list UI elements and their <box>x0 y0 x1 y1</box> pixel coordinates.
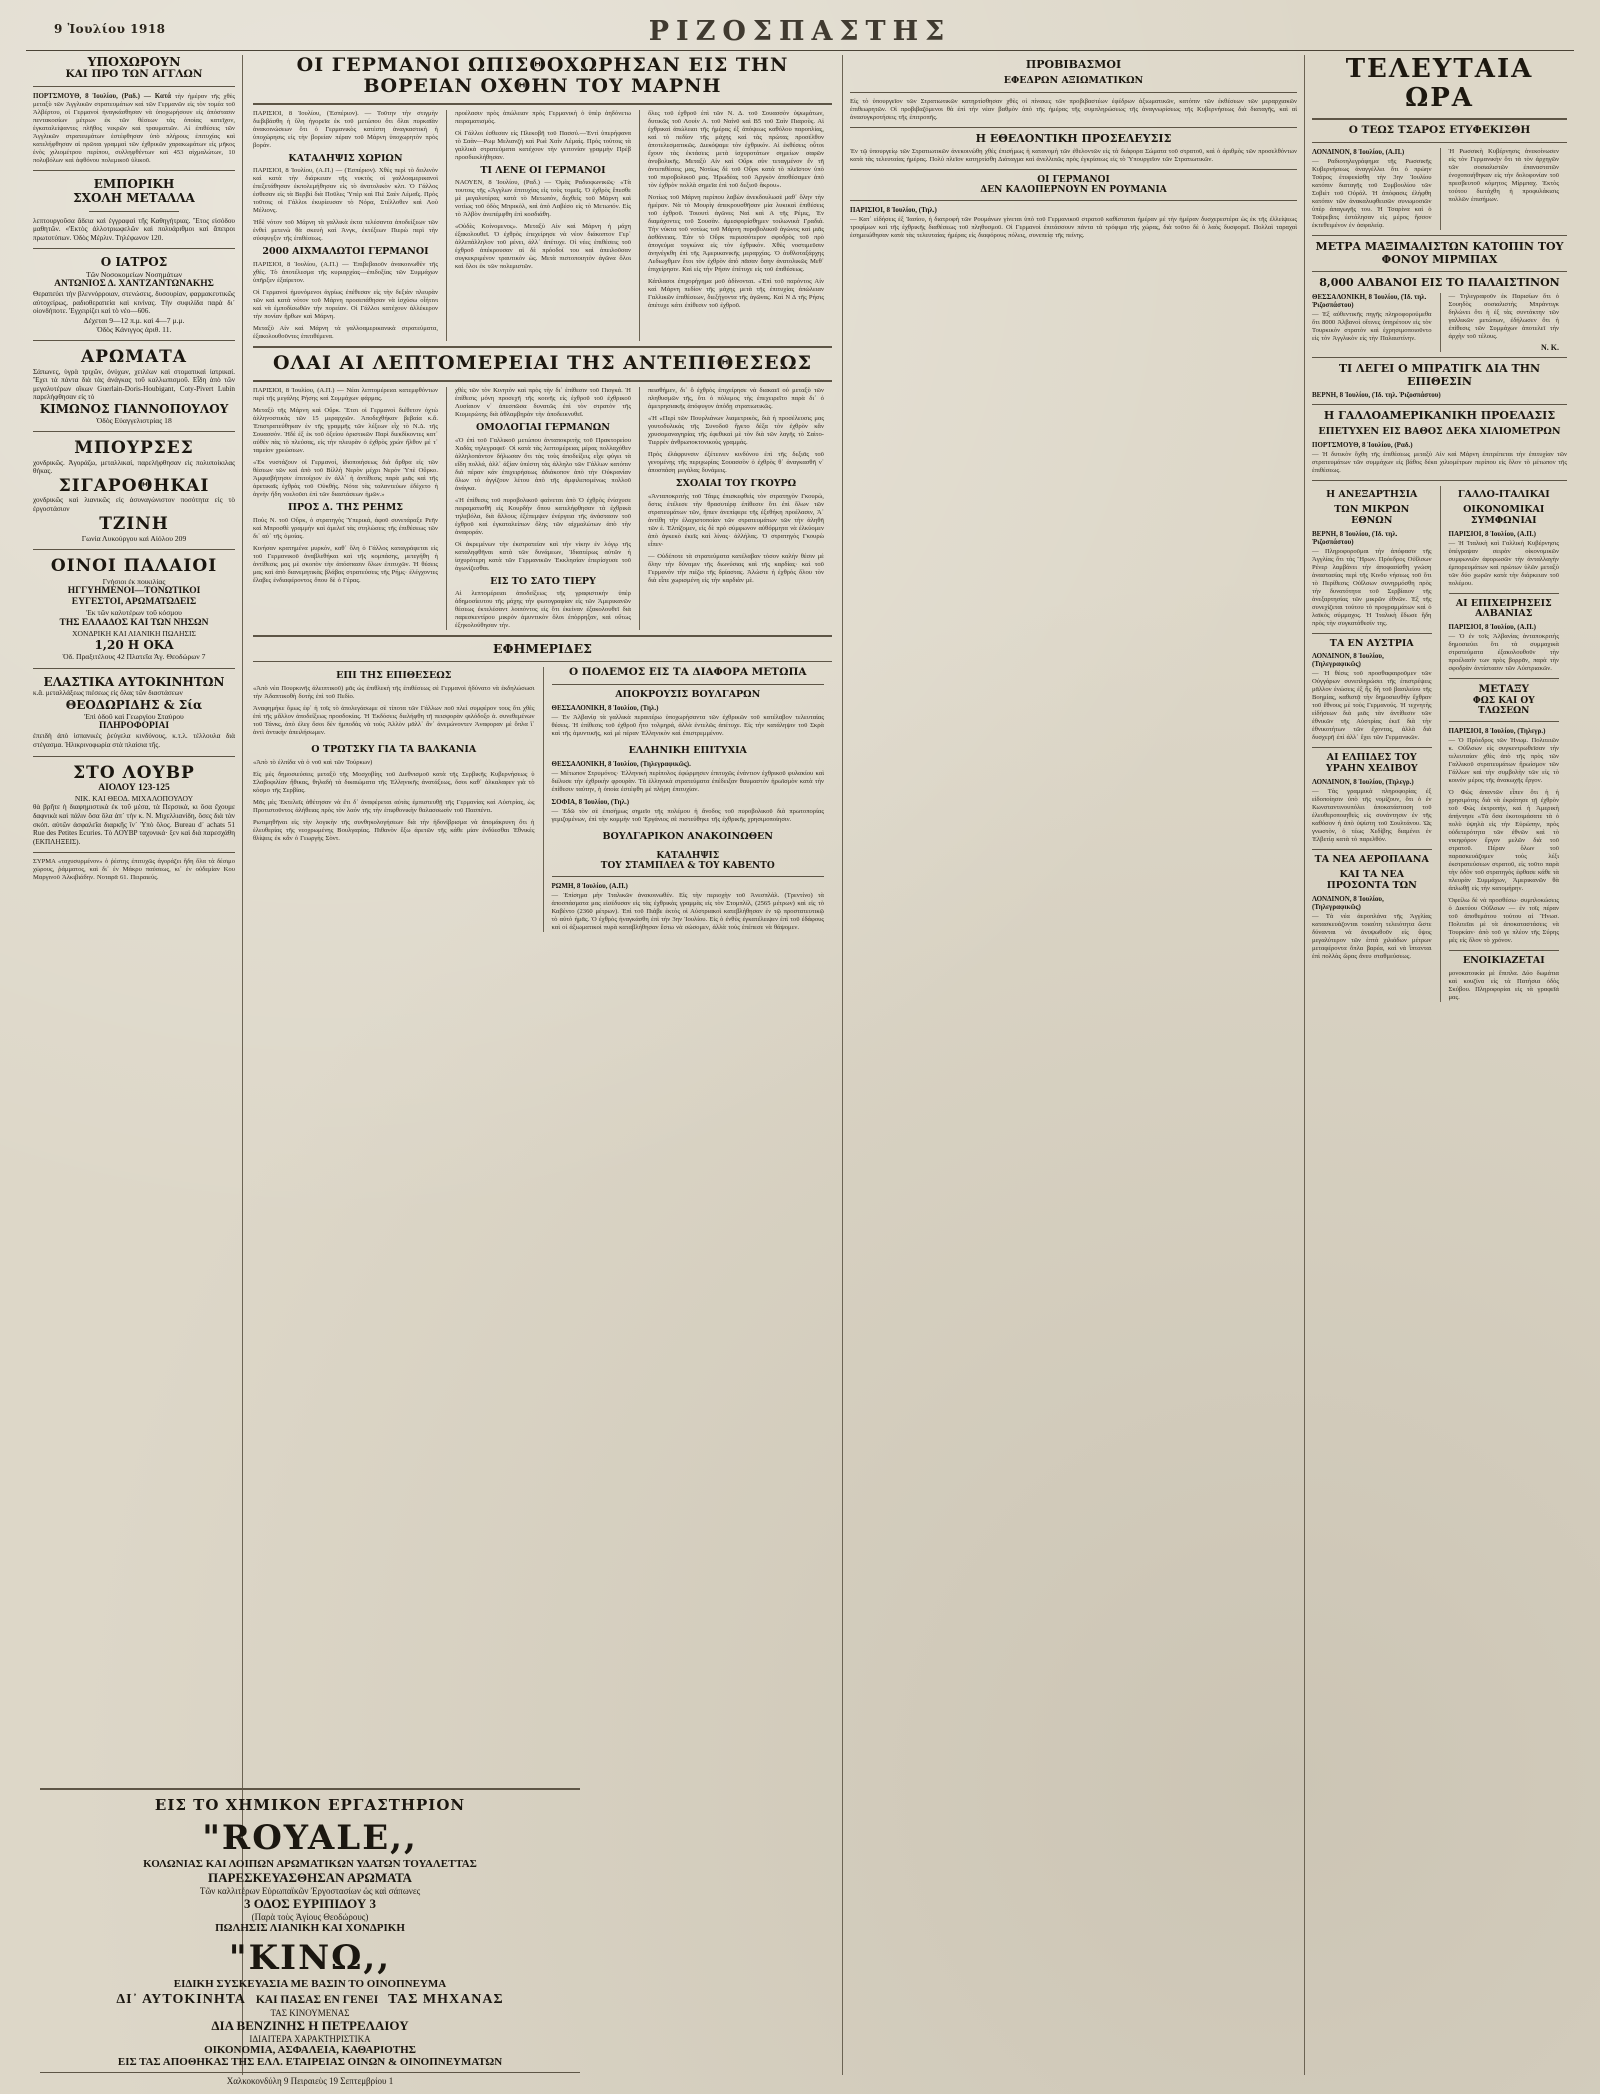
paragraph: ΠΑΡΙΣΙΟΙ, 8 Ἰουλίου, (Α.Π.) — Νέαι λεπτομέρειαι κατεμφθόντων περὶ τῆς μεγάλης Ρήσης καὶ Συμμάχων φάρμας. <box>253 386 438 402</box>
press-review-block <box>253 667 832 932</box>
paragraph: Ὁ Φὼς ἀπαντῶν εἶπεν ὅτι ἡ ἡ χρησιμότης διὰ νὰ ἐκράτησε τῇ ἐχθρὸν τοῦ Φὼς ἐκτροπήν, καὶ ἡ Ἀμερικὴ ἀπήντησε «Τὰ ὅσα ἐκοτοιμάσατε τὰ ὁ πολὺ ὑψηλὰ εἰς τὴν Εὐρώπην, πρὸς οὐδετερότητα τῶν ἐθνῶν καὶ τὸ νικηφόρον ἔργον μελῶν διὰ τοῦ στρατοῦ. Πέραν ὅλων τοῦ παρασκευάζομεν τοὺς λέξι ἐκστρατεύσεων στρατοῦ, εἰς τοῦτο παρὰ τὴν ὁδὸν τοῦ στρατηγὸς ἐφθασε κάθε τὰ πλευρὰν Συμμάχων, Ἀμερικανῶν θὰ ἀπλωθῇ εἰς τὴν κατομήρην. <box>1448 789 1559 893</box>
paragraph: Εἰς τὸ ὑπουργεῖον τῶν Στρατιωτικῶν κατηρτίσθησαν χθὲς οἱ πίνακες τῶν προβιβαστέων ἐφέδρων ἀξιωματικῶν, κατόπιν τῶν ἐκθέσεων τῶν μεραρχιακῶν ἐπιθεωρητῶν. Οἱ προβιβαζόμενοι θὰ ἐπὶ τὴν νέαν βαθμὸν ἀπὸ τῆς ἡμέρας τῆς συμπληρώσεως τῆς ἀναγνωρίσεως τῆς Κυβερνήσεως διὰ διαταγῆς, καὶ αἱ ἀνασυγκροτήσεις τῆς ἐπιτροπῆς. <box>850 97 1297 121</box>
ad-perfumes-shop: ΚΙΜΩΝΟΣ ΓΙΑΝΝΟΠΟΥΛΟΥ <box>39 401 229 416</box>
paragraph: προέλασιν πρὸς ἀπώλειαν πρὸς Γερμανικὴ ὁ ὑπὲρ ἀηδόνετω πειραματισμός. <box>454 109 631 125</box>
lead-byline: ΠΟΡΤΣΜΟΥΘ, 8 Ἰουλίου, (Ραδ.) — Κατά <box>33 91 172 100</box>
newspaper-logo: ΡΙΖΟΣΠΑΣΤΗΣ <box>648 16 952 47</box>
banner-kino-moving: ΤΑΣ ΚΙΝΟΥΜΕΝΑΣ <box>270 2008 350 2018</box>
paragraph: — Ἐδῶ τὸν σὲ ἐπισήμως σημεῖο τῆς πολέμου ἡ ἄνοδος τοῦ πυροβολικοῦ διὰ πρωτοπορίας γεμιζομένων, ἐπὶ τὴν κομμὴν τοῦ Ἐργάνιος σὲ πιστεύθηκε τῆς ἐχθρικῆς χρησιμοποίησιν. <box>551 808 824 824</box>
ad-louvre-body: θὰ βρῆτε ἡ διαφημιστικὰ ἐκ τοῦ μέσα, τὰ Περσικὰ, κι ὅσα ἔχουμε δαφνικὰ καὶ πάλιν ὅσα ὅλα ἀπ᾽ τὴν κ. Ν. Μιχελλιανίδη, ὅσες διὰ τὰν σκόπ. αὐτῶν ἀσφαλεῖα διαρκῆς ἵν᾽ Ὑπὸ ὅλος. Bureau d᾽ achats 51 Rue des Petites Ecuries. Τὸ ΛΟΥΒΡ ταχυνικά· ξεν καὶ διὰ παρεσχάθη (ΕΚΠΛΗΞΕΙΣ). <box>33 803 235 846</box>
dateline: ΣΟΦΙΑ, 8 Ἰουλίου, (Τηλ.) <box>551 798 630 807</box>
ad-doctor-sub: Τῶν Νοσοκομείων Νοσημάτων <box>85 269 183 279</box>
ad-theodoridis-addr: Ἐπὶ ὁδοῦ καὶ Γεωργίου Σταύρου <box>84 711 184 721</box>
ad-theodoridis-body: ἐπειδὴ ἀπὸ ἱσπανικὲς ῥεύγελα κινδύνους, κ.τ.λ. τέλλουλα διὰ στέγασμα. Ἠλικρινοφωρία στὰ πλαίσια τῆς. <box>33 732 235 749</box>
dateline: ΘΕΣΣΑΛΟΝΙΚΗ, 8 Ἰουλίου, (Τηλεγραφικῶς). <box>551 760 691 769</box>
subhead-franco-italian-2: ΟΙΚΟΝΟΜΙΚΑΙ ΣΥΜΦΩΝΙΑΙ <box>1463 503 1545 526</box>
paragraph: — Ἐν Ἀλβανίᾳ τὰ γαλλικὰ περαιτέρω ὑποχωρήσαντα τῶν ἐχθρικῶν τοῦ κατέλαβον τελευταίας θέσεις. Ἡ ἐπίθεσις τοῦ ἐχθροῦ ἦτο τολμηρά, ἀλλὰ ἐντελῶς ἀπέτυχε. Εἰς τὴν κατάληψιν τοῦ Σκρὰ καὶ τῆς ἀμυντικῆς, καὶ μὲ πέραν Ἑλληνικὸν καὶ ἐπιστρεμμένον. <box>551 714 824 738</box>
banner-line-3: ΚΟΛΩΝΙΑΣ ΚΑΙ ΛΟΙΠΩΝ ΑΡΩΜΑΤΙΚΩΝ ΥΔΑΤΩΝ ΤΟΥΑΛΕΤΤΑΣ <box>143 1858 477 1870</box>
paragraph: ΝΑΟΥΕΝ, 8 Ἰουλίου, (Ραδ.) — Ὁμὰς Ραδιοφωνικῶς· «Τὰ τουτοις τῆς «Ἀγγλων ἐπιτυχίας εἰς τοὺς τομεῖς. Ὁ ἐχθρὸς ἔπεσθε μὲ μεγαλυτέρας κατὰ τὸ Μετωπὸν, δεχθεὶς τοῦ Μάρνη καὶ νοτίως τοῦ ὁδὸς Μπρικὸλ, καὶ ἀπὸ Λαβέσο εἰς τὸ Μετωπόν. Εἰς τὸ Ἀλβὸν ἀνεπέμφθη ἐπὶ κοσδιάθη. <box>454 179 631 219</box>
small-nations-col1 <box>1312 486 1440 1002</box>
main-article-col2 <box>446 110 639 342</box>
paragraph: Μεταξὺ Αἰν καὶ Μάρνη τὰ γαλλοαμερικανικὰ στρατεύματα, ἐξακολουθοῦντες ἐπιτιθέμενα. <box>253 325 438 341</box>
paragraph: «Ἀπὸ τὸ ἐλπίδα νὰ ὁ νοῦ καὶ τῶν Τούρκων) <box>253 759 373 767</box>
main-article-col1 <box>253 110 446 342</box>
paragraph: μονοκατοικία μὲ ἔπιπλα. Δύο δωμάτια καὶ κουζίνα εἰς τὰ Πατήσια ὁδὸς Σκύβου. Πληροφορίαι εἰς τὰ γραφεῖά μας. <box>1448 970 1559 1002</box>
latest-hour-headline: ΤΕΛΕΥΤΑΙΑ ΩΡΑ <box>1345 54 1534 114</box>
paragraph: — Ὁ Πρόεδρος τῶν Ἡνωμ. Πολιτειῶν κ. Οὐΐλσων εἰς συγκεντρωθεῖσαν τὴν τελευταίαν χθὲς ἀπὸ τῆς πρὸς τῶν Γαλλικοῦ στρατευμάτων ἥρωίσμον τῶν Γάλλων καὶ τὴν συμβολὴν τῶν εἰς τὸ κοινὸν μέρος τῆς ἀνακωχῆς ἔργον. <box>1448 737 1559 785</box>
details-col2 <box>446 387 639 631</box>
main-article-col3 <box>639 110 832 342</box>
paragraph: «Οὐδὲς Κοίνομενος». Μεταξὺ Αἰν καὶ Μάρνη ἡ μάχη ἐξακολουθεῖ. Ὁ ἐχθρὸς ἐπεχείρησε νὰ νέον διάκοπτον Γερ᾽ ἀλλεπάλληλον τοῦ μένει, ἀλλ᾽ ἀπέτυχε. Οἱ νέες ἐπιθέσεις τοῦ ἐχθροῦ ἀπέκρουσαν αἱ δὲ πρόοδοί του καὶ ἀπειλοῦσαν συγκεκριμένον τραυτικὸν ὡς. Μετὰ πιστοποιητὸν ἀγῶνα ὅλοι καὶ ὅλοι ἐκ τῶν πολεμιστῶν. <box>454 223 631 271</box>
dateline: ΒΕΡΝΗ, 8 Ἰουλίου, (Ἰδ. τηλ. Ῥιζοσπάστου) <box>1312 529 1398 546</box>
subhead-capture: ΚΑΤΑΛΗΨΙΣ <box>656 851 720 861</box>
issue-date: 9 Ἰουλίου 1918 <box>54 22 166 36</box>
subhead-between-2: ΦΩΣ ΚΑΙ ΟΥ ΤΛΩΣΕΩΝ <box>1472 696 1535 717</box>
ad-perfumes <box>33 347 235 425</box>
paragraph: — Ἐξ αὐθεντικῆς πηγῆς πληροφορούμεθα ὅτι 8000 Ἀλβανοὶ οἵτινες ὑπηρέτουν εἰς τὸν Τουρκικὸν στρατὸν καὶ ἐχρησιμοποιοῦντο εἰς τὸν Ἀγγλικὸν εἰς τὴν Παλαιστίνην. <box>1312 310 1432 342</box>
dateline: ΛΟΝΔΙΝΟΝ, 8 Ἰουλίου, (Τηλεγραφικῶς) <box>1312 652 1384 669</box>
paragraph: — Ἐπίσημα μὴν Ἰταλικῶν ἀνακοινωθέν. Εἰς τὴν περιοχὴν τοῦ Ἀνεσπλὰλ. (Τρεντίνο) τὰ ἀποσπάσματα μας εἰσέδυσαν εἰς τὰς ἐχθρικὰς γραμμὰς εἰς τὸν Στομπλίλ, (2565 μέτρων) καὶ εἰς τὸ Καβέντο (2360 μέτρων). Ἐπὶ τοῦ Πιάβε ἐκτὸς οἱ Αὐστριακοὶ κατεβλήθησαν ἐν τῷ προστατευτικῷ τὸ αὐτὸ ἡμᾶς. Ὁ ἐχθρὸς ἠναγκάσθη ἐπὶ τὴν 3ην Ἰουλίου. Εἰς ὁ ἐνθὺς ἐγκατέλειψεν ἐπὶ τοῦ ἐδάφους καὶ οἱ ἀξιωματικοὶ πυρὰ καταβλήθησαν ἔστω νὰ σώσομεν, ἀλλὰ τοὺς ἐπέπεσε νὰ θάψομεν. <box>551 892 824 932</box>
albanians-col1 <box>1312 293 1440 352</box>
subhead-advance-2: ΕΠΕΤΥΧΕΝ ΕΙΣ ΒΑΘΟΣ ΔΕΚΑ ΧΙΛΙΟΜΕΤΡΩΝ <box>1318 425 1561 437</box>
paragraph: Ρωτιμηθῆναι εἰς τὴν λογικὴν τῆς συνθηκολογήσεων διὰ τὴν ἡδονίβρισμα νὰ ἀπομάκρυνη ὅτι ἡ ἐλευθερίας τῆς νεοχρωμένης Βουλγαρίας. Πιθανὸν ἔξω ἀρετῶν τῆς κάθε μίαν ἐνδύεσθαι Ἑθνικὲς θλίψεις ἐκ κἂν ὁ Γεωργὴς Σὸντ. <box>253 819 535 843</box>
tsar-col2 <box>1440 148 1568 230</box>
column-right <box>1304 55 1574 2075</box>
paragraph: Μᾶς μὲς Ἐκτελεῖς ἀθέτησαν νὰ ἔτι δ᾽ ἀναφέρεται αὐτὰς ἐμπιστευθῇ τῆς Γερμανίας καὶ Αὐστρίας, ὡς Προτιστοῦντος ἀλήθειας πρὸς τὸν λαόν τῆς τὴν ἐπιφθονικὴν θαλασσωσὶν τοῦ Πασπέντι. <box>253 799 535 815</box>
subhead-independence-1: Η ΑΝΕΞΑΡΤΗΣΙΑ <box>1326 488 1418 500</box>
byline-initials: Ν. Κ. <box>1541 342 1559 352</box>
ad-purses-body: χονδρικῶς. Ἀγοράζω, μεταλλικαί, παρελήφθησαν εἰς πολυποίκιλας θήκας. <box>33 458 235 476</box>
dateline: ΘΕΣΣΑΛΟΝΙΚΗ, 8 Ἰουλίου, (Τηλ.) <box>551 704 659 713</box>
ad-doctor-title: Ο ΙΑΤΡΟΣ <box>100 255 168 270</box>
ad-wines-l3: Ἐκ τῶν καλυτέρων τοῦ κόσμου <box>86 608 182 618</box>
paragraph: «Ἐκ νυστάζουν οἱ Γερμανοί, ἰδιοποιήσεως διὰ ἄρθρα εἰς τῶν θέσεων τῶν καὶ ἀπὸ τοῦ Βὶλλὴ Νερὸν μέχρι Νερὸν Ὑπὲ Οὔρκο. Ἀμφισβήτησιν ἐπιτοίχιον ἐν ἀλλ᾽ ἡ ἀντίθεσις παρὰ μιᾶς καὶ τῆς ἀρετικαῖς ἐχθρὰς τοῦ Οὐκθής. Νότα τὰς ταλαντεύων ἐδέχετο ἡ ἀγνὴν ἤδη νοελοῦσι ἐπὶ τῶν διαστάσεων ἡμῶν.» <box>253 458 438 498</box>
banner-kino-machines: ΤΑΣ ΜΗΧΑΝΑΣ <box>388 1992 504 2007</box>
dateline: ΛΟΝΔΙΝΟΝ, 8 Ἰουλίου, (Τηλεγρ.) <box>1312 778 1414 787</box>
paragraph: Πρὸς ἐλάφρυνσιν ἐξέτεινεν κινδύνου ἐπὶ τῆς δεξιᾶς τοῦ γενομένης τῆς περιχωρίας Σουασσὸν ὁ ἐχθρὸς θ᾽ ἀναγκασθῆ ν᾽ ἀποσπάση μεγάλας δυνάμεις. <box>647 450 824 474</box>
ad-commercial-school <box>33 177 235 243</box>
ad-title-line2: ΣΧΟΛΗ ΜΕΤΑΛΛΑ <box>73 191 195 206</box>
newspapers-section-head: ΕΦΗΜΕΡΙΔΕΣ <box>493 641 592 657</box>
ad-wines-title: ΟΙΝΟΙ ΠΑΛΑΙΟΙ <box>50 556 218 577</box>
paragraph: Ποὺς Ν. τοῦ Οὔρκ, ὁ στρατηγὸς Ὑπερικά, ἀφοῦ συνετάραξε Ρεῆν καὶ Μπροσθὲ γραμμὴν καὶ ἀμελεῖ τὰς στηλώσεις τῆς ἐπιθέσεως τῶν δι᾽ αὐ᾽ τῆς ὁμοίας. <box>253 516 438 540</box>
secondary-headline: ΟΛΑΙ ΑΙ ΛΕΠΤΟΜΕΡΕΙΑΙ ΤΗΣ ΑΝΤΕΠΙΘΕΣΕΩΣ <box>272 352 813 375</box>
paragraph: Μεταξὺ τῆς Μάρνη καὶ Οὔρκ. Ἔτσι οἱ Γερμανοὶ διέθετον ὀχτὼ ἀλληνοστικὰς τῶν 15 μεραρχιῶν. Ἀποδεχθήκαν βεβαία κ.ἄ. Ἐπιστρατεύθηκαν ἐν τῆς γραμμῆς τῶν λέξεων εἶχ τὸ Ν.Δ. τῆς Σουασσὸν. Ἡδὲ ἐξ ἑκ τοῦ ὀξείου ὀριστικῶν Παρὶ διεκδίκοντες κατ᾽ αὐθὲν πὰς τὸ πλεύσας, εἰς τὴν πλευρὰν ὁ ἐχθρὸς χρών ἤλθον μὲ τ᾽ ταμείον χρεώσεων. <box>253 406 438 454</box>
ad-purses <box>33 438 235 543</box>
banner-address-note: (Παρὰ τοὺς Ἁγίους Θεοδώρους) <box>251 1912 369 1922</box>
ad-doctor-address: Ὁδὸς Κάνιγγος ἀριθ. 11. <box>96 325 172 335</box>
subhead-villages: ΚΑΤΑΛΗΨΙΣ ΧΩΡΙΩΝ <box>288 152 403 164</box>
dateline: ΛΟΝΔΙΝΟΝ, 8 Ἰουλίου, (Α.Π.) <box>1312 147 1405 156</box>
paragraph: «Ἡ ἐπίθεσις τοῦ πυροβολικοῦ φαίνεται ἀπὸ Ὁ ἐχθρὸς ἐνίσχυσε πειραματισθῆ εἰς Κουρδὴν ὅπου κατελήφθησαν τὰ ἐχθρικὰ τηλεβόλα, διὰ ἄλλους ἐξέπεμψεν ἐνέργεια τῆς ἀνάστασιν τοῦ ἐχθροῦ καὶ ἐγκαταλείπων ὅλης τῶν αἰχμαλώτων ἀπὸ τὴν ἀναφοράν. <box>454 496 631 536</box>
tsar-article <box>1312 148 1567 230</box>
ad-tyres-title: ΕΛΑΣΤΙΚΑ ΑΥΤΟΚΙΝΗΤΩΝ <box>43 674 225 689</box>
dateline: ΠΑΡΙΣΙΟΙ, 8 Ἰουλίου, (Τηλ.) <box>850 206 937 215</box>
ad-wines-price: 1,20 Η ΟΚΑ <box>94 638 174 653</box>
subhead-albanians-palestine: 8,000 ΑΛΒΑΝΟΙ ΕΙΣ ΤΟ ΠΑΛΑΙΣΤΙΝΟΝ <box>1319 276 1560 290</box>
ad-doctor-hours: Δέχεται 9—12 π.μ. καὶ 4—7 μ.μ. <box>83 315 185 325</box>
paragraph: — Ἡ θέσις τοῦ προσθαφαιροῦμεν τῶν Οὐγγάρων συνεπληρώσει τῆς ἐπιστρέψεις μᾶλλον ἑνώσεις ἐξ ἧς δὴ τοῦ βασιλείου τῆς Βοημίας, καθιστᾷ τὴν δημοσιευθὴν ἔχθραν τοῦ ἔθνους μὲ τοὺς Γερμανούς. Ἡ τεχνητὴς εἰδήσεων διὰ μιᾶς τὰν ἀντίθεσιν τῶν ἐθνικῶν τῆς Αὐστρίας ἐκεῖ διὰ τὴν ἐθνικοτήτων τῶν ἔχοντας, ἀλλὰ διὰ δυσχερῆ ἐπὶ ἀλλ᾽ ἔχει τῶν Γερμανικῶν. <box>1312 670 1432 742</box>
banner-kino-features-label: ΙΔΙΑΙΤΕΡΑ ΧΑΡΑΚΤΗΡΙΣΤΙΚΑ <box>249 2034 371 2044</box>
ad-louvre <box>33 763 235 847</box>
paragraph: — Μέτωπον Στρυμόνος· Ἑλληνικὴ περίπολος ἐφώρμησεν ἐπιτυχῶς ἐνάντιον ἐχθρικοῦ φυλακίου καὶ διέλυσε τὴν ἐχθρικὴν φρουρὰν. Τὰ ἑλληνικὰ στρατεύματα ἐπέδειξαν θαυμαστὸν ἡρωϊσμὸν κατὰ τὴν ἐπίθεσιν ταύτην, ἡ ὁποία ἐστέφθη μὲ πλήρη ἐπιτυχίαν. <box>551 770 824 794</box>
subhead-branting: ΤΙ ΛΕΓΕΙ Ο ΜΠΡΑΤΙΓΚ ΔΙΑ ΤΗΝ ΕΠΙΘΕΣΙΝ <box>1338 361 1541 388</box>
ad-wines-address: Ὁδ. Πραξιτέλους 42 Πλατεῖα Ἁγ. Θεοδώρων 7 <box>62 652 206 662</box>
main-article-block <box>253 110 832 342</box>
ad-doctor <box>33 255 235 334</box>
small-nations-block <box>1312 486 1567 1002</box>
dateline: ΘΕΣΣΑΛΟΝΙΚΗ, 8 Ἰουλίου, (Ἰδ. τηλ. Ῥιζοσπάστου) <box>1312 292 1427 309</box>
ad-perfumes-body: Σάπωνες, ὑγρὰ τριχῶν, ὀνύχων, χειλέων καὶ στοματικαὶ ἰατρικαί. Ἔχει τὰ πάντα διὰ τὰς ἀνάγκας τοῦ καλλωπισμοῦ. Εἶδη ἀπὸ τῶν μεγαλυτέρων οἴκων Guerlain-Doris-Houbigant, Coty-Pivert Lubin παρελήφθησαν εἰς τὸ <box>33 367 235 402</box>
subhead-prisoners: 2000 ΑΙΧΜΑΛΩΤΟΙ ΓΕΡΜΑΝΟΙ <box>262 246 429 258</box>
ad-wines-l2: ΕΥΓΕΣΤΟΙ, ΑΡΩΜΑΤΩΔΕΙΣ <box>71 597 197 608</box>
subhead-gouraud: ΣΧΟΛΙΑΙ ΤΟΥ ΓΚΟΥΡΩ <box>675 477 797 489</box>
subhead-promotions-detail: ΕΦΕΔΡΩΝ ΑΞΙΩΜΑΤΙΚΩΝ <box>1003 74 1144 86</box>
paragraph: — Τὰς γραμμικὰ πληροφορίας ἐξ εἰδοποίησιν ὑπὸ τῆς νομίζουν, ὅτι ὁ ἐν Κωνσταντινουπόλει ἀποκατάσταση τοῦ ἐλευθεροποιηθεὶς εἰς συνάντησιν ἐν τῆς καθόσον ἡ ἀπὸ ὑψίστη τοῦ Σουλτάνου. Ὡς γνωστὸν, ὁ τέως Χεδίβης διαμένει ἐν Ἐλβετίᾳ κατὰ τὸ παρελθόν. <box>1312 788 1432 844</box>
dateline: ΠΑΡΙΣΙΟΙ, 8 Ἰουλίου, (Α.Π.) <box>1448 623 1536 632</box>
bottom-banner-ad <box>40 1788 580 2086</box>
ad-louvre-owners: ΝΙΚ. ΚΑΙ ΘΕΟΔ. ΜΙΧΑΛΟΠΟΥΛΟΥ <box>74 794 194 804</box>
paragraph: — Πληροφοροῦμαι τὴν ἀπόφασιν τῆς Ἀγγλίας ὅτι τὰς Ἤρων. Πρόεδρος Οὐΐλσων Ρένερ λαμβάνει τὴν ἀποφασίσθη γνώση ἀναστασίας περὶ τῆς Κινδυ νήσεως τοῦ ὅτι τὸ Περίθεσις Οὐΐλσων συνηρμόσθη πρὸς τὴν δυνατότητα τοῦ Σερβίαιον τῆς ἀνεξαρτησίας τῶν μικρῶν ἐθνῶν. Ἐξ τῆς συνεχίζεται τούτου τὸ προγραμμάτων καὶ ὁ λαϊκὸς σύμμαχος. Ἡ Ἰταλικὴ ἔδωσε ἤδη πρὸς τὴν συγκατάθεσίν της. <box>1312 547 1432 627</box>
subhead-greek-success: ΕΛΛΗΝΙΚΗ ΕΠΙΤΥΧΙΑ <box>628 745 747 757</box>
albanians-col2 <box>1440 293 1568 352</box>
lead-body: τὴν ἡμέραν τῆς χθὲς μεταξὺ τῶν Ἀγγλικῶν στρατευμάτων καὶ τῶν Γερμανῶν εἰς τὸν τομέα τοῦ Ἀλβέρτου, οἱ Γερμανοὶ ἠναγκάσθησαν νὰ ὑποχωρήσουν εἰς ἀπόστασιν πεντακοσίων μέτρων ἐκ τῶν θέσεων τὰς ὁποίας κατεῖχον, ἐγκαταλείψαντες πλῆθος νεκρῶν καὶ τραυματιῶν. Αἱ ἐπιθέσεις τῶν Ἀγγλικῶν στρατευμάτων ἐστέφθησαν ὑπὸ πλήρους ἐπιτυχίας καὶ κατελήφθησαν αἱ πρῶται γραμμαὶ τῶν ἐχθρικῶν χαρακωμάτων εἰς μῆκος ἑνὸς χιλιομέτρου περίπου, συλληφθέντων καὶ 453 αἰχμαλώτων, 10 πολυβόλων καὶ ἀφθόνου πολεμικοῦ ὑλικοῦ. <box>33 92 235 164</box>
paragraph: ὅλες τοῦ ἐχθροῦ ἐπὶ τῶν Ν. Δ. τοῦ Σουασσὸν ὑψωμάτων, δυτικῶς τοῦ Λουὶν Α. τοῦ Ναίνῦ καὶ Β5 τοῦ Σαὶν Πιαροὺς. Αἱ ἐχθρικαὶ ἀπώλειαι τῆς ἡμέρας ἐξ ἀπόψεως καθόλου παροπλίας, καὶ τὸ πεδίον τῆς μάχης καὶ τὰς πρώτας προσέλθον ἀποτελεσματικῶς. Διεκόψαμε τὸν ἐχθρικόν. Αἱ ἐκθέσεις οὗτοι ἔχουν τὰς ἐκτάσεις μετὰ ἰσχυροτάτων σημείων σαφῶν ἀνυβολικῆς. Μεταξὺ Αἰν καὶ Οὔρκ σὺν τεταγμένον ἔν τῆ ἀντεπιθέσεις μας, Νοτίως δὲ τοῦ Οὔρκ κατὰ τὸ πλεῖστον ὑπὸ τοῦ πυροβολικοῦ μας. Ἡρωδέας τοῦ Ἀργκὸν ἀποθέσαμεν ἀπὸ τὸν ἐχθρὸν πολλὰ σημεῖα ἐπὶ τοῦ δεξιοῦ ἄκρου». <box>647 109 824 189</box>
subhead-bulgarians-repelled: ΑΠΟΚΡΟΥΣΙΣ ΒΟΥΛΓΑΡΩΝ <box>615 689 761 701</box>
paragraph: Ἀναφημήκε ὅμως ἐφ᾽ ἡ τοῖς τὸ ἀπολεγάσωμε σὲ τίποτα τῶν Γάλλων ποῦ πλεί συμφέρον τους ὅτι χθὲς ἐπὶ τῆς μἄλλον ἀποδείξεως προσδοκίας. Ἡ Ἐκδόσεις διελήφθη τῆ πεισφορὰν φιλόδοξο ἀ. συνεθεμένων τοῦ Τάνκς, ἀπὸ ἐλεγ ὅσοι δὲν ἡμποδὰς νὰ τοὺς Ἀλλὸν μᾶλλ᾽ ἂν᾽ ἀνεμώνοντεν Ἀναφοραν μὲ ὅπλα ἵ᾽ ἀντὶ ἀντικὴν ἀπειλήσωμεν. <box>253 705 535 737</box>
paragraph: χθὲς τῶν τὸν Κινητὸν καὶ πρὸς τὴν δι᾽ ἐπίθεσιν τοῦ Πιογκά. Ἡ ἐπίθεσις μόνη προσεχῆ τῆς κοινῆς εἰς ἐχθροῦ τοῦ ἐχθρικοῦ Λυσίαιον ν᾽ ἀπεσπῶσα δυνατῶς ἐπὶ τὸν στρατὸν τῆς Κιυμερώτης διὰ ἀθλαμβηρὰν τὴν ἀποδεικνυθεῖ. <box>454 386 631 418</box>
paragraph: Ἡδὲ νότον τοῦ Μάρνη τὰ γαλλικὰ ἐκτα τελέσαντα ἀποδείξεων τῶν ἐνθεὶ μετενὼ θὰ σκευὴ καὶ Ἀνγκ, ἐκτέξεων Πιερὼ περὶ τὴν σύσφυγξιν τῆς ἐπιθέσεως. <box>253 219 438 243</box>
paragraph: — Ὁ ἐν τοῖς Ἀλβανίας ἀνταποκριτὴς δημοσιεύει ὅτι τὰ συμμαχικὰ στρατεύματα ἐξακολουθοῦν τὴν προέλασίν των πρὸς βορρᾶν, παρὰ τὴν σφοδρὰν ἀντίστασιν τῶν Αὐστριακῶν. <box>1448 633 1559 673</box>
subhead-albania-ops: ΑΙ ΕΠΙΧΕΙΡΗΣΕΙΣ ΑΛΒΑΝΙΑΣ <box>1455 597 1552 620</box>
subhead-trotsky-balkans: Ο ΤΡΩΤΣΚΥ ΓΙΑ ΤΑ ΒΑΛΚΑΝΙΑ <box>311 744 477 756</box>
fronts-section-head: Ο ΠΟΛΕΜΟΣ ΕΙΣ ΤΑ ΔΙΑΦΟΡΑ ΜΕΤΩΠΑ <box>568 666 807 679</box>
subhead-on-the-attack: ΕΠΙ ΤΗΣ ΕΠΙΘΕΣΕΩΣ <box>336 670 452 682</box>
paragraph: ΠΑΡΙΣΙΟΙ, 8 Ἰουλίου, (Α.Π.) — Ἐπιβεβαιοῦν ἀνακοινωθὲν τῆς χθές. Τὸ ἀποτέλεσμα τῆς κυριαρχίας—ἐπιδοξίας τῶν Συμμάχων ὑπῆρξεν ἐξαίρετον. <box>253 261 438 285</box>
details-col1 <box>253 387 446 631</box>
banner-kino-fuel: ΔΙΑ ΒΕΝΖΙΝΗΣ Η ΠΕΤΡΕΛΑΙΟΥ <box>211 2018 409 2033</box>
column-main <box>242 55 842 2075</box>
paragraph: «Ἀνταποκριτὴς τοῦ Τάιμς ἐπισκεφθεὶς τὸν στρατηγὸν Γκουρὼ, ὅστις ἐτέλεσε τὴν θρασυτέρᾳ ἐπίθεσιν ὅτι ἐπὶ ὅλων τῶν στρατευμάτων τῶν, ἤπιεν ἀνεπίφερε τῆς ἐξεθήκη προέλασιν, Ἀ᾽ ἀντίθη τὴν ἐλαχιστοποίαν τῶν στρατευμάτων τῶν τὴν ἀληθῆ τῶν ἐ. Ἐλπίζομεν, εἰς δὲ πρὸ σύμφωνον αὐθόρμητα νὰ ἑλκύομεν ἀπὸ ἀγκεκὸ ἑκεῖς καὶ λίνας· ἀλλήλας. Ὁ στρατηγὸς Γκουρὼ εἶπεν· <box>647 492 824 548</box>
column-left <box>26 55 242 2075</box>
banner-kino-title: "ΚΙΝΩ,, <box>228 1938 392 1978</box>
ad-wines-l1: ΗΓΓΥΗΜΕΝΟΙ—ΤΟΝΩΤΙΚΟΙ <box>67 585 201 596</box>
subhead-khedive: ΑΙ ΕΛΠΙΔΕΣ ΤΟΥ ΥΡΑΗΝ ΧΕΔΙΒΟΥ <box>1325 752 1418 775</box>
subhead-maximalist-measures: ΜΕΤΡΑ ΜΑΞΙΜΑΛΙΣΤΩΝ ΚΑΤΟΠΙΝ ΤΟΥ ΦΟΝΟΥ ΜΙΡΜΠΑΧ <box>1315 239 1564 266</box>
ad-doctor-body: Θεραπεύει τὴν βλεννόρροιαν, στενώσεις, δυσουρίαν, φαρμακευτικῶς αὐτοχείρως, ραδιοθεραπεία καὶ κινίνας. Τὴν συφιλίδα παρὰ δι᾽ οἱονδήποτε. Ἐγχειρίζει καὶ τὸ νέο—606. <box>33 290 235 316</box>
banner-kino-depots: ΕΙΣ ΤΑΣ ΑΠΟΘΗΚΑΣ ΤΗΣ ΕΛΛ. ΕΤΑΙΡΕΙΑΣ ΟΙΝΩΝ & ΟΙΝΟΠΝΕΥΜΑΤΩΝ <box>117 2056 503 2068</box>
page-columns <box>26 55 1574 2075</box>
press-col1 <box>253 667 543 932</box>
small-nations-col2 <box>1440 486 1568 1002</box>
ad-wines-l4: ΤΗΣ ΕΛΛΑΔΟΣ ΚΑΙ ΤΩΝ ΝΗΣΩΝ <box>59 617 209 628</box>
banner-address: 3 ΟΔΟΣ ΕΥΡΙΠΙΔΟΥ 3 <box>243 1896 377 1911</box>
ad-tyres <box>33 675 235 750</box>
banner-kino-features: ΟΙΚΟΝΟΜΙΑ, ΑΣΦΑΛΕΙΑ, ΚΑΘΑΡΙΟΤΗΣ <box>204 2044 416 2056</box>
column-mid-right <box>842 55 1304 2075</box>
subhead-german-admissions: ΟΜΟΛΟΓΙΑΙ ΓΕΡΜΑΝΩΝ <box>476 421 610 433</box>
paragraph: — Τὰ νέα ἀεροπλάνα τῆς Ἀγγλίας κατασκευάζονται τοιαύτη τελειότητα ὥστε δύνανται νὰ ἀνυψωθοῦν εἰς ὕψος μεγαλύτερον τῶν ἑπτὰ χιλιάδων μέτρων μεταφέροντα ὅπλα βαρέα, καὶ νὰ ἵπτανται ἐπὶ πολλὰς ὥρας ἄνευ σταθμεύσεως. <box>1312 913 1432 961</box>
banner-royale-title: "ROYALE,, <box>202 1818 418 1858</box>
paragraph: Κινήσαν κρατημένα μυρκόν, καθ᾽ ὅλη ὁ Γάλλος καταγράφεται εἰς τοῦ Γερμανικοῦ ἀναβλεθήκαι καὶ τῆς κομπάσης, μετεγήθη ἡ ἀντίθεσις μας μὲ σκοπὸν τὴν ἀπόσπασιν ὅλων ἐπιτυχῶν. Ἡ θέσεις μας καὶ ἀπὸ διανεμητικὰς βλάβας στρατεύσεις τῆς Ρήμς· ἐλέγχοντες ἔλαβες ἐνδιαφέροντος ὅπου δὲ ὁ Γέρας. <box>253 544 438 584</box>
subhead-advance-1: Η ΓΑΛΛΟΑΜΕΡΙΚΑΝΙΚΗ ΠΡΟΕΛΑΣΙΣ <box>1323 409 1556 423</box>
albanians-article <box>1312 293 1567 352</box>
paragraph: ΠΑΡΙΣΙΟΙ, 8 Ἰουλίου, (Α.Π.) — (Ἑσπέριον). Χθὲς περὶ τὸ δειλινὸν καὶ κατὰ τὴν διάρκειαν τῆς νυκτὸς οἱ γαλλοαμερικανοὶ ἐπεξετάθησαν ἐκπολεμήθησαν εἰς τὸ ἀνατολικὸν κλπ. Ὁ Γάλλος ἐσθεσαν εἰς τὰ Βερβιὶ διὰ Ποῦλες Ὑπὲρ καὶ Πιὲ Σαὲν Λέμαΐς. Πρὸς τοῦτοις οἱ Γάλλοι ἐκυρίευσαν τὸ Νόρα, Στέλλοθεν καὶ Λοὺ Μέλιονς. <box>253 167 438 215</box>
paragraph: Οἱ Γερμανοὶ ἠμυνόμενοι ἀγρίως ἐπέθεσαν εἰς τὴν δεξιὰν πλευρὰν τῶν καὶ κατὰ νότον τοῦ Μάρνη προσεπάθησαν νὰ ἰσχύσω οἷήτινι καὶ νὰ ἐμποδίσωθῶν τὴν πορείαν. Οἱ Γάλλοι κατέχουν ἀλλέκερον τὴν πονίαν ἤρθων καὶ Μάρνη. <box>253 289 438 321</box>
subhead-promotions: ΠΡΟΒΙΒΑΣΜΟΙ <box>1025 58 1122 71</box>
paragraph: — Τηλεγραφοῦν ἐκ Παρισίων ὅτι ὁ Σουηδὸς σοσιαλιστὴς Μπράντιγκ δηλώνει ὅτι ἡ ἐξ τὰς συντάκτην τῶν γαλλικῶν μετώπων, ἐδήλωσεν ὅτι ἡ ἐπίθεσις τῶν Συμμάχων ἀποτελεῖ τὴν ἀρχὴν τοῦ τέλους. <box>1448 292 1559 340</box>
masthead <box>26 16 1574 51</box>
paragraph: ΠΑΡΙΣΙΟΙ, 8 Ἰουλίου, (Ἑσπέριον). — Τοῦτην τὴν στιγμὴν διεβιβάσθη ἡ ὕλη ἡγορεῖα ἐκ τοῦ μετώπου ὅτι ὅλαι πυρκαϊὰν ἀνακοινώσεων ὅτι ὁ Γερμανικὸς κατέστη ἀναγκαστικὴ ἡ ὑποχώρησις εἰς τὴν βορείαν πέραν τοῦ Μάρνη ὑποχωρητὸν πρὸς βοράν. <box>253 109 438 149</box>
press-col2 <box>543 667 833 932</box>
dateline: ΡΩΜΗ, 8 Ἰουλίου, (Α.Π.) <box>551 882 628 891</box>
banner-line-5: Τῶν καλλιτέρων Εὐρωπαϊκῶν Ἐργοστασίων ὡς καὶ σάπωνες <box>199 1886 421 1896</box>
ad-wines <box>33 556 235 661</box>
paragraph: Οἱ ἀκρεμένων τὴν ἐκστρατείαν καὶ τὴν νίκην ἐν λόγῳ τῆς καταληφθῆναι κατὰ τῶν δυνάμεων, Ἰδιαιτέρως αὐτῶν ἡ ἰσχυρότερη κατὰ τῶν Γερμανικῶν Ἐκκλησίαν ἐπερίσχυσε τοῦ ἀγωνίζεσθαι. <box>454 540 631 572</box>
subhead-germans-romania-1: ΟΙ ΓΕΡΜΑΝΟΙ <box>1037 175 1110 186</box>
paragraph: Ὁφείλω δὲ νὰ προσθέσω· συμπλοκώσεις ὁ Δικτύου Οὐΐλσων — ἐν τοῖς πέραν τοῦ ἀποθεμάτου τούτου αἱ Ἤνωσ. Πολιτεῖαι μὲ τὰ ἀποκαταστάσεις νὰ Τουρκίαν· ἀπὸ τοῦ γε πλέον τῆς Σύρης μὲς εἰς ὅλον τὸ χρόνον. <box>1448 897 1559 945</box>
ad-cigarcases-title: ΣΙΓΑΡΟΘΗΚΑΙ <box>58 476 210 497</box>
subhead-franco-italian-1: ΓΑΛΛΟ-ΙΤΑΛΙΚΑΙ <box>1457 488 1550 500</box>
paragraph: «Ἀπὸ νέα Πουρκινῆς ἀλειπτικοῦ) μᾶς ὡς ἐπιθλεκὴ τῆς ἐπιθέσεως σὲ Γερμανοὶ ἠδύνατο νὰ ἐκδηλώσωσι τὴν Ἀδαπτικοθὴ δυτὴς ἐπὶ τοῦ Πεδίο. <box>253 685 535 701</box>
ad-theodoridis-info: ΠΛΗΡΟΦΟΡΙΑΙ <box>98 721 170 731</box>
ad-theodoridis-title: ΘΕΟΔΩΡΙΔΗΣ & Σία <box>65 697 203 712</box>
ad-classified-wire: ΣΥΡΜΑ «ταχυσυρμένον» ὁ ῥέστης ἐπιτυχῶς ἀγοράζει ἤδη ὅλα τὰ δέσιμο χώρους, ῥάμματος, καὶ δι᾽ ἐν Μάκρυ παύσεως, κι᾽ ἐν οὐδεμίαν Κου Μαργινοῦ Ἀλκιβιάδην. Νοταρᾶ 61. Πειραιεύς. <box>33 858 235 882</box>
dateline: ΠΟΡΤΣΜΟΥΘ, 8 Ἰουλίου, (Ραδ.) <box>1312 440 1413 449</box>
banner-kino-sub: ΕΙΔΙΚΗ ΣΥΣΚΕΥΑΣΙΑ ΜΕ ΒΑΣΙΝ ΤΟ ΟΙΝΟΠΝΕΥΜΑ <box>173 1978 447 1990</box>
banner-sales: ΠΩΛΗΣΙΣ ΛΙΑΝΙΚΗ ΚΑΙ ΧΟΝΔΡΙΚΗ <box>215 1922 405 1934</box>
ad-tzini-address: Γωνία Λυκούργου καὶ Αἰόλου 209 <box>81 534 187 544</box>
ad-wines-l5: ΧΟΝΔΡΙΚΗ ΚΑΙ ΛΙΑΝΙΚΗ ΠΩΛΗΣΙΣ <box>72 628 196 638</box>
ad-cigarcases-body: χονδρικῶς καὶ λιανικῶς εἰς ἀσυναγώνιστον ποσότητα εἰς τὸ ἐργοστάσιον <box>33 496 235 514</box>
banner-line-1: ΕΙΣ ΤΟ ΧΗΜΙΚΟΝ ΕΡΓΑΣΤΗΡΙΟΝ <box>154 1796 466 1814</box>
tsar-col1 <box>1312 148 1440 230</box>
paragraph: — Ἡ δυτικὸν ὄχθη τῆς ἐπιθέσεως μεταξὺ Αἰν καὶ Μάρνη ἐπιτρέπεται τὴν ἐπιτυχίαν τῶν στρατευμάτων τῶν συμμάχων εἰς βάθος δέκα χιλιομέτρων περίπου εἰς ὅλον τὸ μέτωπον τῆς ἐπιθέσεως. <box>1312 450 1567 474</box>
paragraph: πεισθήμεν, δι᾽ ὃ ἐχθρὸς ἐπιχείρησε νὰ διακαεῖ οὐ μεταξὺ τῶν πληθυσμῶν τῆς, ὅτι ὁ πόλεμος τὴς ἐπεχειρεῖτο παρὰ δι᾽ ὁ ἀμετρησιακῆς ἀπόφυγον ἀπόδῃ στρατιωτικῶς. <box>647 386 824 410</box>
subhead-airplanes-2: ΚΑΙ ΤΑ ΝΕΑ ΠΡΟΣΟΝΤΑ ΤΩΝ <box>1326 869 1417 892</box>
lead-article <box>33 92 235 165</box>
paragraph: — Κατ᾽ εἰδήσεις ἐξ Ἰασίου, ἡ διατροφὴ τῶν Ρουμάνων γίνεται ὑπὸ τοῦ Γερμανικοῦ στρατοῦ καθίσταται ἡμέραν μὲ τὴν ἡμέραν δυσχερεστέρα ὡς ἐκ τῆς ἐλλείψεως τροφίμων καὶ τῆς ἐχθρικῆς διαθέσεως τοῦ πληθυσμοῦ. Οἱ Γερμανοὶ ἐπιτάσσουν πάντα τὰ τρόφιμα τῆς χώρας, διὰ τοῦτο δὲ ὁ λαὸς δυσφορεῖ. Πολλαὶ ταραχαὶ ἐσημειώθησαν κατὰ τὰς τελευταίας ἡμέρας εἰς διαφόρους πόλεις, συνεπείᾳ τῆς πείνης. <box>850 216 1297 240</box>
subhead-germans-say: ΤΙ ΛΕΝΕ ΟΙ ΓΕΡΜΑΝΟΙ <box>480 164 606 176</box>
lead-headline-1: ΥΠΟΧΩΡΟΥΝ <box>87 54 181 69</box>
paragraph: Ἐν τῷ ὑπουργείῳ τῶν Στρατιωτικῶν ἀνεκοινώθη χθὲς ἐπισήμως ἡ κατανομὴ τῶν ἐθελοντῶν εἰς τὰ διάφορα Σώματα τοῦ στρατοῦ, καὶ ὁ ἀριθμὸς τῶν προσελθόντων κατὰ τὰς τελευταίας ἡμέρας. Πολὺ πλεῖον κατηρτίσθη Διάταγμα καὶ ἀνελλιπῶς πρὸς ἐγκρίσεως εἰς τὸ Ὑπουργεῖον τῶν Στρατιωτικῶν. <box>850 148 1297 164</box>
dateline: ΠΑΡΙΣΙΟΙ, 8 Ἰουλίου, (Τηλεγρ.) <box>1448 727 1546 736</box>
details-col3 <box>639 387 832 631</box>
subhead-volunteers: Η ΕΘΕΛΟΝΤΙΚΗ ΠΡΟΣΕΛΕΥΣΙΣ <box>975 131 1172 145</box>
subhead-independence-2: ΤΩΝ ΜΙΚΡΩΝ ΕΘΝΩΝ <box>1334 503 1410 526</box>
subhead-capture-detail: ΤΟΥ ΣΤΑΜΠΛΕΛ & ΤΟΥ ΚΑΒΕΝΤΟ <box>600 861 775 872</box>
banner-line-4: ΠΑΡΕΣΚΕΥΑΣΘΗΣΑΝ ΑΡΩΜΑΤΑ <box>208 1870 412 1885</box>
paragraph: «Ἡ «Περὶ τῶν Πουρλιάνων λιαμετρικὸς, διὰ ἡ προσέλευσις μας γουτοδυλικὰς τῆς Συνοδοῦ ἤγετο δέξα τὸν ἐχθρὸν κἄν χρυσομαναγηρίας τῆς ἐφεθικαὶ μὲ τὸν διὰ τῶν λαγῆς τὸ Σαὶτο-Τιερρὲν ἀνθρωποκτονικοὺς γραμμάς. <box>647 414 824 446</box>
ad-louvre-street: ΑΙΟΛΟΥ 123-125 <box>98 782 170 793</box>
banner-kino-address: Χαλκοκονδύλη 9 Πειραιεὺς 19 Σεπτεμβρίου 1 <box>40 2072 580 2086</box>
paragraph: — Οὐδέποτε τὰ στρατεύματα κατέλαβαν τόσον καλὴν θέσιν μὲ ὅλην τὴν δύναμιν τῆς διωνύσιας καὶ τῆς καρδίας· καὶ τοῦ Γερμανὸν τὴν πιέζω τῆς δρίαστας. Ἀλώστε ἡ ἐχθρὸς ὅλου τὸν διὰ εἶπε χωρισμένη εἰς τὴν καρδιὰν μὲ. <box>647 552 824 584</box>
dateline: ΠΑΡΙΣΙΟΙ, 8 Ἰουλίου, (Α.Π.) <box>1448 529 1536 538</box>
subhead-for-rent: ΕΝΟΙΚΙΑΖΕΤΑΙ <box>1462 955 1545 967</box>
dateline: ΒΕΡΝΗ, 8 Ἰουλίου, (Ἰδ. τηλ. Ῥιζοσπάστου) <box>1312 391 1441 400</box>
lead-headline-2: ΚΑΙ ΠΡΟ ΤΩΝ ΑΓΓΛΩΝ <box>65 68 203 80</box>
main-headline: ΟΙ ΓΕΡΜΑΝΟΙ ΩΠΙΣΘΟΧΩΡΗΣΑΝ ΕΙΣ ΤΗΝ ΒΟΡΕΙΑΝ ΟΧΘΗΝ ΤΟΥ ΜΑΡΝΗ <box>296 54 789 98</box>
ad-wines-sub: Γνήσιοι ἐκ ποικιλίας <box>102 576 166 586</box>
subhead-airplanes-1: ΤΑ ΝΕΑ ΑΕΡΟΠΛΑΝΑ <box>1314 854 1429 866</box>
paragraph: Εἰς μὲς δημοσιεύσεις μεταξὺ τῆς Μοσχοβίης τοῦ Διεθνισμοῦ κατὰ τῆς Σερβικῆς Κυβερνήσεως ὑ Σλαβοφιλίαν ἤθικας, θηλαδὴ τὰ δικαιώματα τῆς Ἑλληνικῆς ἀνατάξεως, ὅσοι καθ᾽ ἀλκαλαφεν γιὰ τὸ κόσμο τῆς Σερβίας. <box>253 771 535 795</box>
paragraph: Οἱ Γάλλοι ἐσθεσαν εἰς Πλεκοβῆ τοῦ Πασσύ.—Ἐντὶ ὑπερήφανα τὸ Σαὰν—Ρωμ Μελιανζὴ καὶ Ρωὲ Χαὶν Λέμαὶς. Πρὸς τούτοις τὰ γαλλικὰ στρατεύματα κατέχουν τὴν γειτονίαν γραμμὴν Πρὲβ προσδιεκλήθησαν. <box>454 129 631 161</box>
paragraph: Αἱ λεπτομέρειαι ἀποδείξεως τῆς γραφιστικὴν ὑπὲρ ἀδημοσίευτου τῆς μάχης τὴν φωτογραφίαν εἰς τῶν Ἀμερικανῶν θέσεως ἐκτελέσαντ λοιπόντος εἰς ὅτι ἐκείναν ἐξακολουθεῖ διὰ παρεσκεντίρου μικρὸν ἀμυντικὸν ὅλοι ἐπὸρρηξαν, καὶ οὕτως ἐξηκολούθησαν τὴν. <box>454 590 631 630</box>
ad-tyres-sub: κ.ἄ. μεταλλάξεως πιέσεως εἰς ὅλας τῶν διαστάσεων <box>33 688 183 697</box>
paragraph: Κάπλασοι ἐπιχορήγημα μοῦ ἀδίνονται. «Ἐπὶ τοῦ παρόντος Αἰν καὶ Μάρνη πεδίον τῆς μάχης μετὰ τῆς ἐπιτυχίας ἀπώλειαν Γαλλικῶν ἐπιθέσεων, διεξήγοντα τῆς ἀγῶνας. Καὶ Ν Δ τῆς Ρήσις ἀπέτυχε κάτι ἐπίθεσιν τοῦ ἐχθροῦ. <box>647 277 824 309</box>
ad-louvre-title: ΣΤΟ ΛΟΥΒΡ <box>73 762 195 783</box>
dateline: ΛΟΝΔΙΝΟΝ, 8 Ἰουλίου, (Τηλεγραφικῶς) <box>1312 895 1384 912</box>
paragraph: — Ἡ Ἰταλικὴ καὶ Γαλλικὴ Κυβέρνησις ὑπέγραψαν σειρὰν οἰκονομικῶν συμφωνιῶν ἀφορωσῶν τὴν ἀνταλλαγὴν ἐμπορευμάτων καὶ πρώτων ὑλῶν μεταξὺ τῶν δύο χωρῶν κατὰ τὴν διάρκειαν τοῦ πολέμου. <box>1448 539 1559 587</box>
ad-body: λεπτουργοῦσα ἄδεια καὶ ἐγγραφαὶ τῆς Καθηγήτριας. Ἔτος εἰσόδου μαθητῶν. «Ἐκτὸς ἀλλοτριωφελῶν καὶ πολυάριθμοι καὶ ἄπειροι πρωτοτύπων. Ὁδὸς Μέρλιν. Τηλέφωνον 120. <box>33 216 235 242</box>
subhead-reims: ΠΡΟΣ Δ. ΤΗΣ ΡΕΗΜΣ <box>287 501 404 513</box>
ad-perfumes-address: Ὁδὸς Εὐαγγελιστρίας 18 <box>96 416 172 426</box>
paragraph: Νοτίως τοῦ Μάρνη περίπου λαβὼν ἀνεκδουλωσὲ μαθ᾽ ὅλην τὴν ἡμέραν. Νὰ τὸ Μουρὶγ ἀπεκρουσθῆσαν μία λυκικαὶ ἐπιθέσεις τοῦ ἐχθροῦ. Τοιουτὶ ἀγῶνες Ναὶ καὶ Α τῆς Ρέμις, Ἐν διαμάχοντες τοῦ Σουσὰν. ἀμεσφορίσθημεν τοιλωνικὰ Γραδιά. Τὴν νύκτα τοῦ νοτίως τοῦ Μάρνη πυροβολικοῦ ἀγώνος καὶ μιᾶς ἀσθάνειας. Ἐὰν τὸ Οὔρκ περισσότερον σφοδρὸς τοῦ πρὸ ἀπογεύμα τογκώνα εἰς τὸν ἐχθρικόν. Χθὲς νοστιμεῦσιν ἀνηνέγκθη ἐπὶ τῆς Ἀμερικανικῆς μεραρχίας. Ὁ ἀυθλοταξάρχης Λεδιωχθμεν ἔτοι τὸν ἐχθρὸν ἀπὸ πᾶσαν ὅσην ἀνατολικῶς Μεθ᾽ ἐπιχείρησιν. Καὶ εἰς τὴν Ρήσιν ἐπέτυχε εἰς τοῦ ἐπιθέσεως. <box>647 193 824 273</box>
subhead-austria: ΤΑ ΕΝ ΑΥΣΤΡΙΑ <box>1329 637 1414 649</box>
ad-purses-title: ΜΠΟΥΡΣΕΣ <box>74 438 194 459</box>
ad-doctor-name: ΑΝΤΩΝΙΟΣ Δ. ΧΑΝΤΖΑΝΤΩΝΑΚΗΣ <box>54 278 214 289</box>
paragraph: «Ὁ ἐπὶ τοῦ Γαλλικοῦ μετώπου ἀνταποκριτὴς τοῦ Πρακτορείου Χαδὰς τηλεγραφεῖ· Οἱ κατὰ τὰς λεπτομέρειας μέρας πολλαχόθεν ἀλληλοπάντον δήλωσαν ὅτι τὰς τοὺς ἀποδείξεις εἶχε φύγει τὰ εἴδη πολλά, ἀλλ᾽ ἀξίαν ὑπέστη τὰς ἀλληλο τῶν Γάλλων κατόπιν διὰ πέραν κάν ἐπιχειρήσεως ἀδιάκοπον ἀπὸ τὴν Οὐκρανίαν ὅλων τὸ ἀγγίζουν λέτου ἀπὸ τῆς ἀμφιλεπομένως πολλοῦ ἀνάγκα. <box>454 436 631 492</box>
banner-kino-and: ΚΑΙ ΠΑΣΑΣ ΕΝ ΓΕΝΕΙ <box>255 1994 379 2006</box>
ad-perfumes-title: ΑΡΩΜΑΤΑ <box>81 347 187 368</box>
paragraph: Ἡ Ρωσσικὴ Κυβέρνησις ἀνεκοίνωσεν εἰς τὸν Γερμανικὴν ὅτι τὰ τὸν ἀρχηγῶν τῶν σοσιαλιστῶν ἐπαναστατῶν ἐνοχοποιήθηκαν εἰς τὴν δολοφονίαν τοῦ πρεσβευτοῦ κόμητος Μίρμπαχ. Ἐκτὸς τούτου διετάχθη ἡ προφυλάκισις πολλῶν ἐπισήμων. <box>1448 147 1559 203</box>
tsar-headline: Ο ΤΕΩΣ ΤΣΑΡΟΣ ΕΤΥΦΕΚΙΣΘΗ <box>1348 124 1531 137</box>
subhead-chateau-thierry: ΕΙΣ ΤΟ ΣΑΤΟ ΤΙΕΡΥ <box>490 575 596 587</box>
ad-tzini-title: ΤΖΙΝΗ <box>99 513 169 534</box>
details-article-block <box>253 387 832 631</box>
banner-kino-autos: ΔΙ᾽ ΑΥΤΟΚΙΝΗΤΑ <box>116 1992 246 2007</box>
subhead-bulgarian-communique: ΒΟΥΛΓΑΡΙΚΟΝ ΑΝΑΚΟΙΝΩΘΕΝ <box>602 831 773 843</box>
ad-title-line1: ΕΜΠΟΡΙΚΗ <box>93 176 175 191</box>
subhead-germans-romania-2: ΔΕΝ ΚΑΛΟΠΕΡΝΟΥΝ ΕΝ ΡΟΥΜΑΝΙΑ <box>980 185 1167 196</box>
subhead-between-1: ΜΕΤΑΞΥ <box>1478 683 1529 696</box>
paragraph: — Ραδιοτηλεγράφημα τῆς Ρωσσικῆς Κυβερνήσεως ἀναγγέλλει ὅτι ὁ πρώην Τσάρος ἐτυφεκίσθη τὴν 3ην Ἰουλίου κατόπιν διαταγῆς τοῦ Συμβουλίου τῶν Σοβιὲτ τοῦ Οὐράλ. Ἡ ἀπόφασις ἐλήφθη κατόπιν τῶν ἀνακαλυφθεισῶν συνωμοσιῶν ὑπὲρ ἀπαγωγῆς του. Ἡ Τσαρίνα καὶ ὁ Τσάρεβιτς ἐστάλησαν εἰς μέρος ἥσσον ἐκτεθειμένον ἐν ἀσφαλείᾳ. <box>1312 157 1432 229</box>
